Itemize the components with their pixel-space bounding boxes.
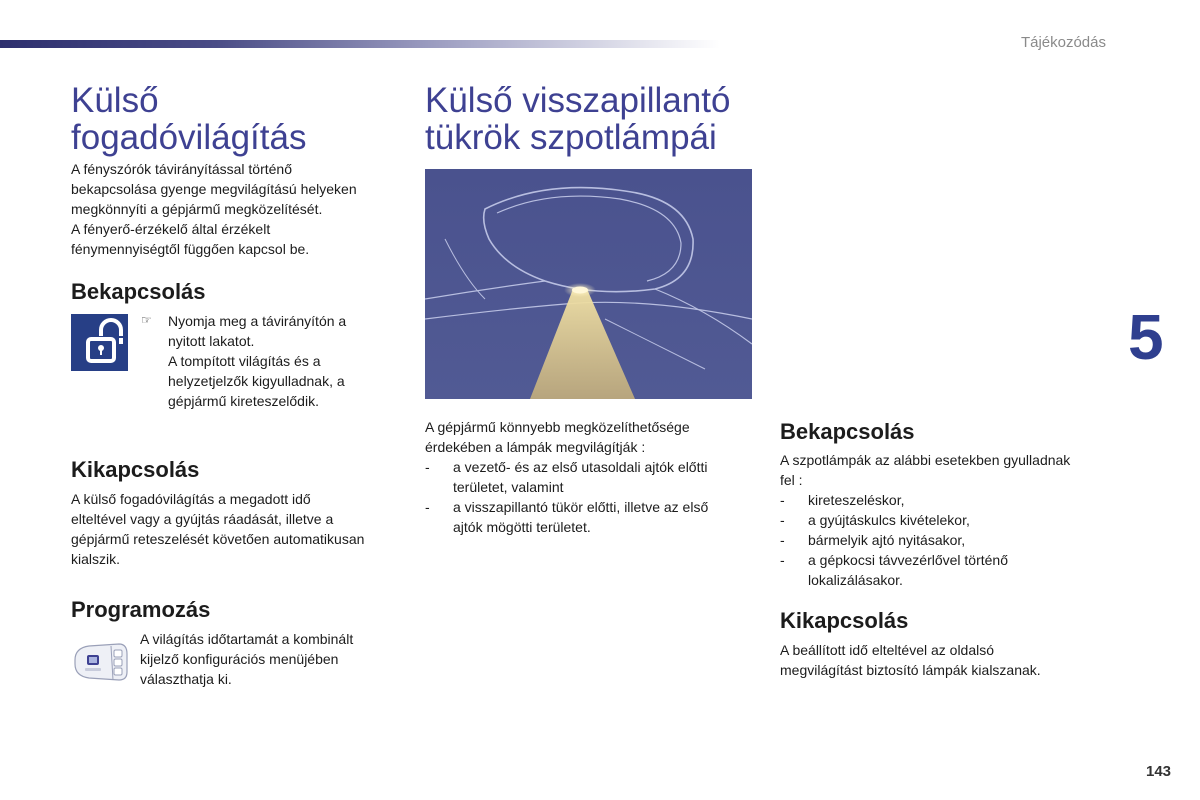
text-line: gépjármű reteszelését követően automatikusan bbox=[71, 531, 365, 547]
col2-title-line1: Külső visszapillantó bbox=[425, 81, 731, 120]
header-gradient-bar bbox=[0, 40, 720, 48]
text-line: bekapcsolása gyenge megvilágítású helyeken bbox=[71, 181, 357, 197]
text-line: A világítás időtartamát a kombinált bbox=[140, 631, 354, 647]
col1-kikapcsolas-heading: Kikapcsolás bbox=[71, 457, 200, 482]
col1-bekapcsolas-heading: Bekapcsolás bbox=[71, 279, 206, 304]
col3-list bbox=[780, 490, 1008, 590]
list-item bbox=[780, 490, 1008, 510]
text-line: megkönnyíti a gépjármű megközelítését. bbox=[71, 201, 323, 217]
list-item bbox=[780, 550, 1008, 590]
text-line: megvilágítást biztosító lámpák kialszanak. bbox=[780, 662, 1041, 678]
text-line: területet, valamint bbox=[453, 479, 564, 495]
col1-kikapcsolas-text bbox=[71, 489, 364, 569]
list-dash: - bbox=[425, 459, 430, 475]
col2-title-line2: tükrök szpotlámpái bbox=[425, 118, 717, 157]
text-line: a gépkocsi távvezérlővel történő bbox=[808, 552, 1008, 568]
list-dash: - bbox=[780, 552, 785, 568]
col3-kikapcsolas-text bbox=[780, 640, 1041, 680]
text-line: gépjármű kireteszelődik. bbox=[168, 393, 319, 409]
text-line: a gyújtáskulcs kivételekor, bbox=[808, 512, 970, 528]
text-line: ajtók mögötti területet. bbox=[453, 519, 591, 535]
text-line: elteltével vagy a gyújtás ráadását, illetve a bbox=[71, 511, 334, 527]
col1-intro bbox=[71, 159, 357, 259]
chapter-number: 5 bbox=[1128, 301, 1164, 373]
col1-title-line2: fogadóvilágítás bbox=[71, 118, 307, 157]
text-line: fel : bbox=[780, 472, 803, 488]
list-item bbox=[425, 497, 708, 537]
text-line: A külső fogadóvilágítás a megadott idő bbox=[71, 491, 311, 507]
col2-title bbox=[425, 82, 730, 156]
text-line: fénymennyiségtől függően kapcsol be. bbox=[71, 241, 310, 257]
text-line: érdekében a lámpák megvilágítják : bbox=[425, 439, 646, 455]
col3-bekapcsolas-heading: Bekapcsolás bbox=[780, 419, 915, 444]
text-line: helyzetjelzők kigyulladnak, a bbox=[168, 373, 345, 389]
list-dash: - bbox=[780, 512, 785, 528]
page-number: 143 bbox=[1146, 763, 1172, 780]
text-line: kialszik. bbox=[71, 551, 121, 567]
list-dash: - bbox=[780, 532, 785, 548]
list-item bbox=[425, 457, 708, 497]
mirror-spotlight-illustration bbox=[425, 169, 752, 399]
col1-bekapcsolas-text bbox=[168, 311, 346, 411]
section-label: Tájékozódás bbox=[1020, 34, 1106, 51]
text-line: A szpotlámpák az alábbi esetekben gyulladnak bbox=[780, 452, 1071, 468]
col1-programozas-heading: Programozás bbox=[71, 597, 211, 622]
text-line: A fényszórók távirányítással történő bbox=[71, 161, 292, 177]
col2-list bbox=[425, 457, 708, 537]
pointing-hand-icon: ☞ bbox=[141, 313, 152, 327]
text-line: A tompított világítás és a bbox=[168, 353, 321, 369]
unlock-padlock-icon bbox=[71, 314, 128, 371]
list-dash: - bbox=[425, 499, 430, 515]
text-line: A gépjármű könnyebb megközelíthetősége bbox=[425, 419, 690, 435]
text-line: választhatja ki. bbox=[140, 671, 232, 687]
dashboard-control-icon bbox=[71, 640, 129, 684]
list-item bbox=[780, 510, 1008, 530]
col1-title-line1: Külső bbox=[71, 81, 159, 120]
text-line: A beállított idő elteltével az oldalsó bbox=[780, 642, 995, 658]
text-line: Nyomja meg a távirányítón a bbox=[168, 313, 347, 329]
text-line: nyitott lakatot. bbox=[168, 333, 255, 349]
col1-programozas-text bbox=[140, 629, 353, 689]
col3-bekapcsolas-intro bbox=[780, 450, 1070, 490]
text-line: lokalizálásakor. bbox=[808, 572, 903, 588]
col1-title bbox=[71, 82, 306, 156]
text-line: kireteszeléskor, bbox=[808, 492, 905, 508]
text-line: A fényerő-érzékelő által érzékelt bbox=[71, 221, 271, 237]
list-dash: - bbox=[780, 492, 785, 508]
text-line: a vezető- és az első utasoldali ajtók előtti bbox=[453, 459, 708, 475]
text-line: kijelző konfigurációs menüjében bbox=[140, 651, 339, 667]
col2-intro bbox=[425, 417, 690, 457]
col3-kikapcsolas-heading: Kikapcsolás bbox=[780, 608, 909, 633]
text-line: a visszapillantó tükör előtti, illetve az első bbox=[453, 499, 709, 515]
text-line: bármelyik ajtó nyitásakor, bbox=[808, 532, 966, 548]
list-item bbox=[780, 530, 1008, 550]
